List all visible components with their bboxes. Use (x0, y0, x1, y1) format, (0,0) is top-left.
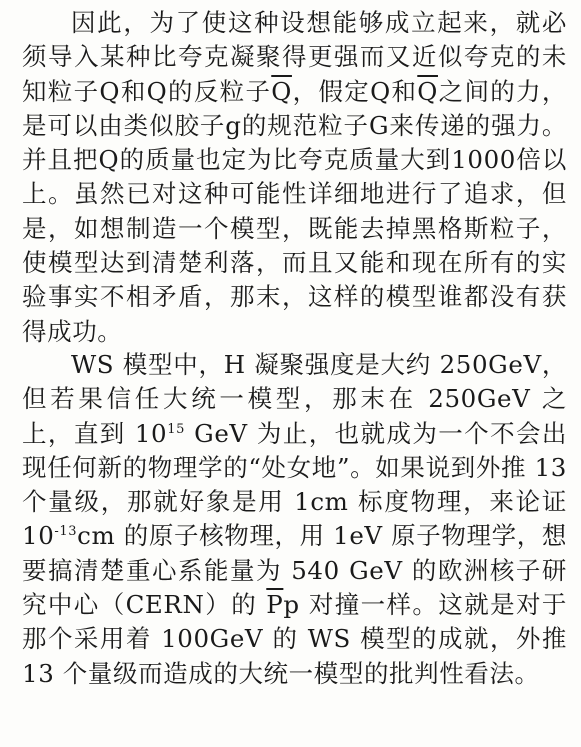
anti-q-symbol: $\overline{Q}$ (417, 76, 438, 106)
paragraph-1-text-b: ，假定Q和 (291, 76, 418, 106)
exponent-15: 15 (167, 421, 185, 437)
paragraph-1 (22, 6, 567, 349)
paragraph-2-text-c: cm 的原子核物理，用 1eV 原子物理学，想要搞清楚重心系能量为 540 GeV 的欧洲核子研究中心（CERN）的 (22, 521, 567, 620)
paragraph-2-text-d: p 对撞一样。这就是对于那个采用着 100GeV 的 WS 模型的成就，外推 13 个量级而造成的大统一模型的批判性看法。 (22, 590, 568, 688)
exponent-minus-13: -13 (54, 524, 78, 540)
paragraph-1-text-c: 之间的力，是可以由类似胶子g的规范粒子G来传递的强力。并且把Q的质量也定为比夸克质量大到1000倍以上。虽然已对这种可能性详细地进行了追求，但是，如想制造一个模型，既能去掉黑格斯粒子，使模型达到清楚利落，而且又能和现在所有的实验事实不相矛盾，那末，这样的模型谁都没有获得成功。 (22, 76, 568, 346)
paragraph-2-text-a: WS 模型中，H 凝聚强度是大约 250GeV，但若果信任大统一模型，那末在 250GeV 之上，直到 10 (22, 350, 567, 448)
paragraph-2 (22, 348, 567, 691)
anti-p-symbol: $\overline{P}$ (266, 590, 284, 620)
anti-q-symbol: $\overline{Q}$ (271, 76, 292, 106)
paragraph-1-text-a: 因此，为了使这种设想能够成立起来，就必须导入某种比夸克凝聚得更强而又近似夸克的未知粒子Q和Q的反粒子 (22, 8, 567, 106)
paragraph-2-text-b: GeV 为止，也就成为一个不会出现任何新的物理学的“处女地”。如果说到外推 13 个量级，那就好象是用 1cm 标度物理，来论证 10 (22, 418, 567, 551)
